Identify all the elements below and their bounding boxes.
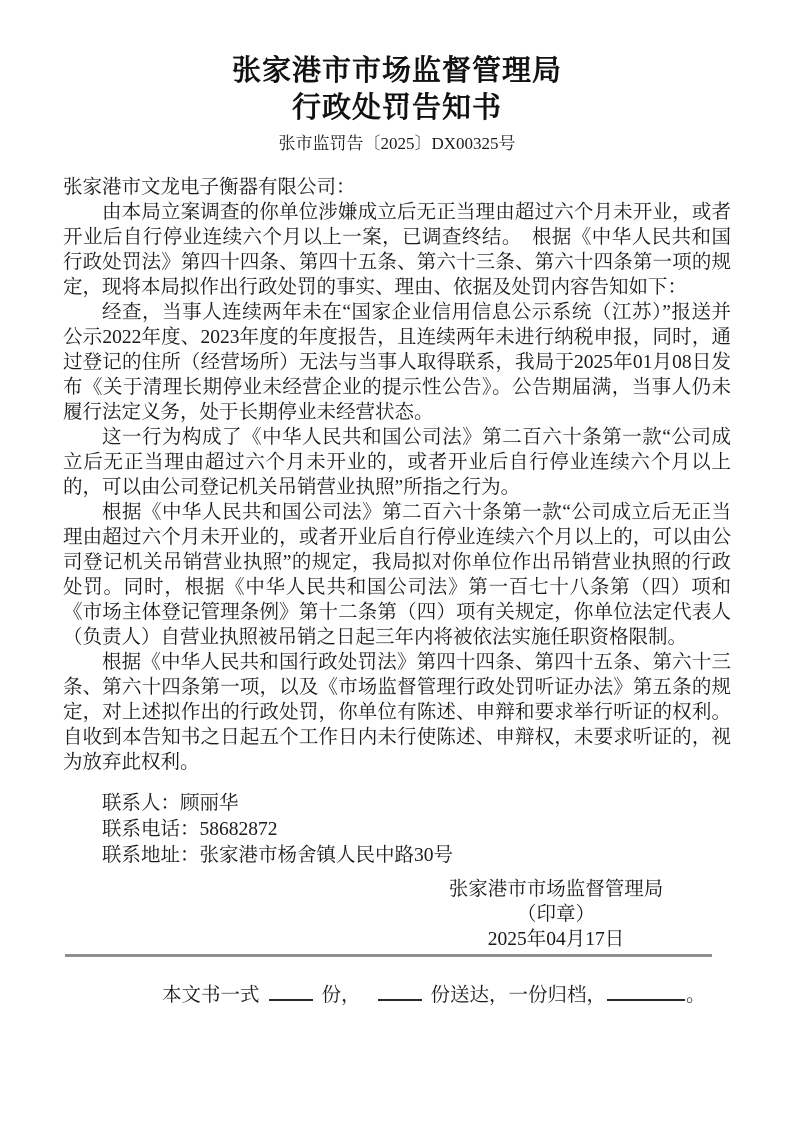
footer-text-copies-suffix: 份， xyxy=(321,985,361,1006)
contact-phone: 联系电话：58682872 xyxy=(102,819,278,840)
blank-served-copies xyxy=(378,986,422,1001)
signature-block xyxy=(406,877,706,952)
document-number: 张市监罚告〔2025〕DX00325号 xyxy=(278,134,516,153)
contact-address: 联系地址：张家港市杨舍镇人民中路30号 xyxy=(102,845,454,866)
blank-total-copies xyxy=(269,986,313,1001)
signature-agency: 张家港市市场监督管理局 xyxy=(448,879,664,900)
body-paragraph-violation: 这一行为构成了《中华人民共和国公司法》第二百六十条第一款“公司成立后无正当理由超过六个月未开业的，或者开业后自行停业连续六个月以上的，可以由公司登记机关吊销营业执照”所指之行为。 xyxy=(63,427,731,498)
footer-text-end: 。 xyxy=(686,985,706,1006)
recipient-line: 张家港市文龙电子衡器有限公司： xyxy=(63,177,356,198)
signature-date: 2025年04月17日 xyxy=(487,929,625,950)
contact-person: 联系人：顾丽华 xyxy=(102,793,239,814)
blank-remainder xyxy=(607,986,685,1001)
body-paragraph-penalty-basis: 根据《中华人民共和国公司法》第二百六十条第一款“公司成立后无正当理由超过六个月未开业的，或者开业后自行停业连续六个月以上的，可以由公司登记机关吊销营业执照”的规定，我局拟对你单位作出吊销营业执照的行政处罚。同时，根据《中华人民共和国公司法》第一百七十八条第（四）项和《市场主体登记管理条例》第十二条第（四）项有关规定，你单位法定代表人（负责人）自营业执照被吊销之日起三年内将被依法实施任职资格限制。 xyxy=(63,502,731,648)
signature-seal: （印章） xyxy=(516,904,595,925)
separator-line xyxy=(65,954,712,957)
footer-text-served-suffix: 份送达，一份归档， xyxy=(430,985,607,1006)
body-paragraph-rights: 根据《中华人民共和国行政处罚法》第四十四条、第四十五条、第六十三条、第六十四条第一项，以及《市场监督管理行政处罚听证办法》第五条的规定，对上述拟作出的行政处罚，你单位有陈述、申辩和要求举行听证的权利。自收到本告知书之日起五个工作日内未行使陈述、申辩权，未要求听证的，视为放弃此权利。 xyxy=(63,652,731,773)
document-type-title: 行政处罚告知书 xyxy=(291,90,502,124)
body-paragraph-case-summary: 由本局立案调查的你单位涉嫌成立后无正当理由超过六个月未开业，或者开业后自行停业连续六个月以上一案，已调查终结。 根据《中华人民共和国行政处罚法》第四十四条、第四十五条、第六十三条、第六十四条第一项的规定，现将本局拟作出行政处罚的事实、理由、依据及处罚内容告知如下： xyxy=(63,202,731,298)
agency-title: 张家港市市场监督管理局 xyxy=(231,53,562,87)
document-body xyxy=(63,175,731,775)
body-paragraph-facts: 经查，当事人连续两年未在“国家企业信用信息公示系统（江苏）”报送并公示2022年度、2023年度的年度报告，且连续两年未进行纳税申报，同时，通过登记的住所（经营场所）无法与当事人取得联系，我局于2025年01月08日发布《关于清理长期停业未经营企业的提示性公告》。公告期届满，当事人仍未履行法定义务，处于长期停业未经营状态。 xyxy=(63,302,731,423)
footer-text-prefix: 本文书一式 xyxy=(162,985,260,1006)
footer-note xyxy=(63,983,731,1008)
contact-block xyxy=(63,791,731,869)
